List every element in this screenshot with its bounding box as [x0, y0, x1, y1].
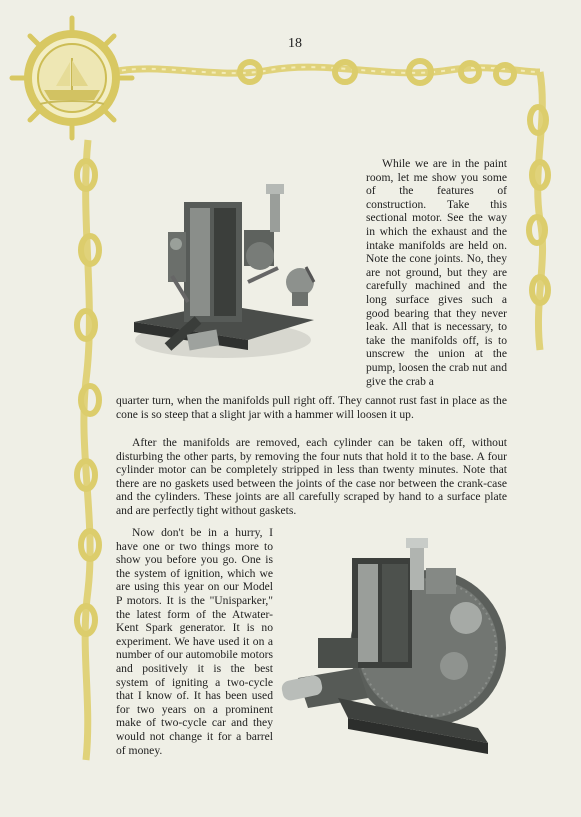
paragraph-3-text: Now don't be in a hurry, I have one or two things more to show you before you go. One is the system of ignition, which we are using this year on our Model P motors. It is the "Unisparker," the latest form of the Atwater-Kent Spark generator. It is no experiment. We have used it on a number of our automobile motors and positively it is the best system of igniting a two-cycle that I know of. It has been used for two years on a prominent make of two-cycle car and they would not change it for a barrel of money. [116, 526, 273, 757]
sectional-motor-illustration [128, 172, 318, 362]
unisparker-motor-illustration [278, 528, 508, 768]
paragraph-1-text: While we are in the paint room, let me show you some of the features of construction. Take this sectional motor. See the way in which the exhaust and the intake manifolds are held on. Note the cone joints. No, they are not ground, but they are carefully machined and the long surface gives such a good bearing that they never leak. All that is necessary, to take the manifolds off, is to unscrew the union at the pump, loosen the crab nut and give the crab a [366, 157, 507, 388]
page-number: 18 [288, 36, 302, 51]
paragraph-ignition [116, 526, 273, 757]
paragraph-2-text: After the manifolds are removed, each cylinder can be taken off, without disturbing the other parts, by removing the four nuts that hold it to the base. A four cylinder motor can be completely stripped in less than twenty minutes. Note that there are no gaskets used between the joints of the case nor between the crank-case and the cylinders. These joints are all carefully scraped by hand to a surface plate and are perfectly tight without gaskets. [116, 436, 507, 517]
paragraph-1-continued-text: quarter turn, when the manifolds pull right off. They cannot rust fast in place as the cone is so steep that a slight jar with a hammer will loosen it up. [116, 394, 507, 421]
ships-wheel-emblem [12, 18, 132, 138]
paragraph-manifolds [116, 436, 507, 518]
paragraph-sectional-motor [366, 157, 507, 388]
paragraph-sectional-motor-continued [116, 394, 507, 421]
